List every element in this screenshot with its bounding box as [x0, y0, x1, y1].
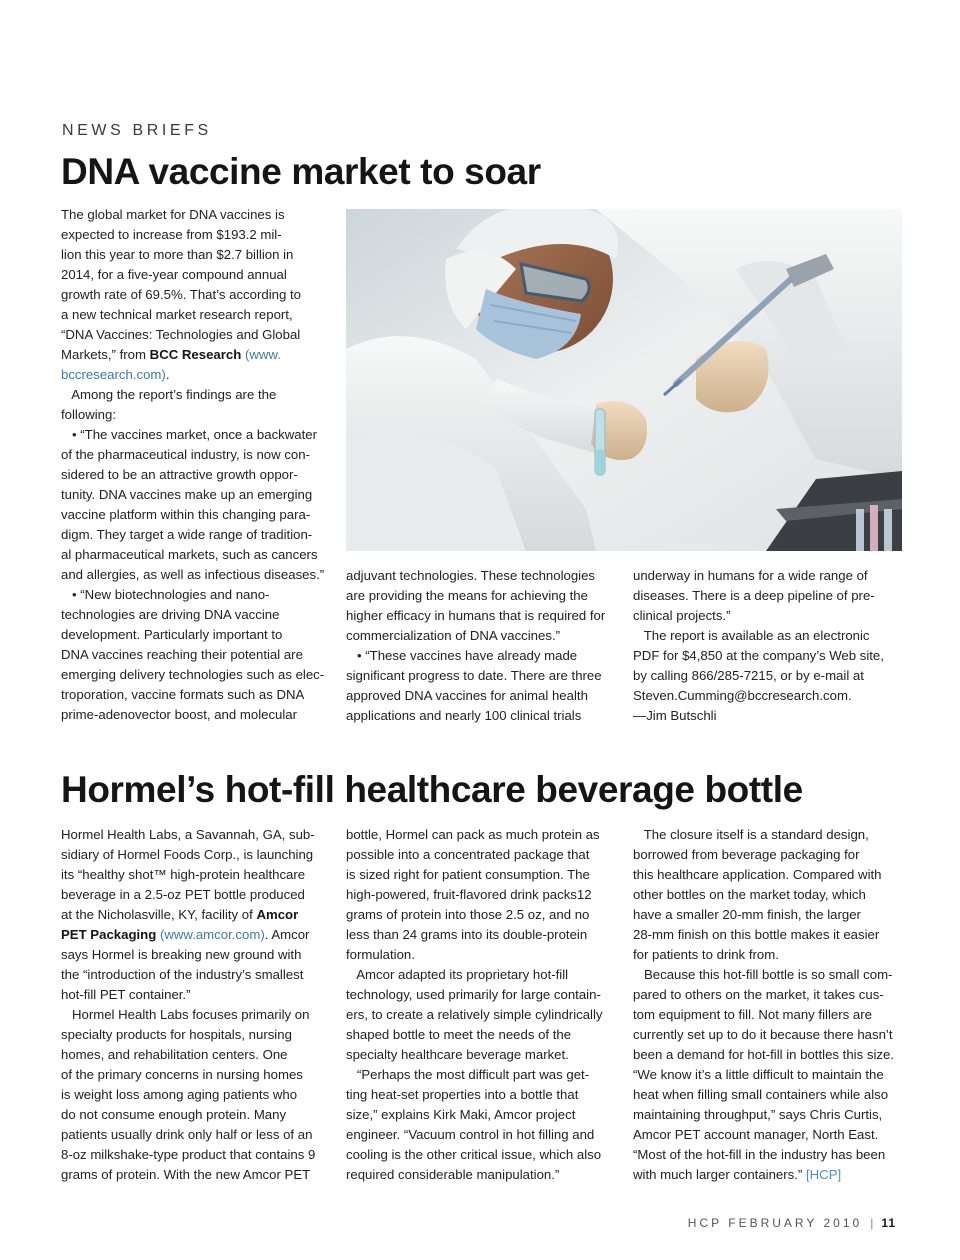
- text-line: high-powered, fruit-flavored drink packs12: [346, 887, 592, 902]
- text-line: are providing the means for achieving the: [346, 588, 588, 603]
- text-line: lion this year to more than $2.7 billion in: [61, 247, 294, 262]
- text-line: emerging delivery technologies such as elec-: [61, 667, 325, 682]
- text-line: currently set up to do it because there hasn’t: [633, 1027, 893, 1042]
- article-2-headline: Hormel’s hot-fill healthcare beverage bottle: [61, 769, 803, 810]
- text-line: al pharmaceutical markets, such as cancers: [61, 547, 318, 562]
- company-name: BCC Research: [149, 347, 242, 362]
- text-line: applications and nearly 100 clinical trials: [346, 708, 582, 723]
- text-line: clinical projects.”: [633, 608, 731, 623]
- lab-researcher-photo: [346, 209, 902, 551]
- text-line: possible into a concentrated package that: [346, 847, 590, 862]
- text-line: this healthcare application. Compared with: [633, 867, 882, 882]
- text-line: growth rate of 69.5%. That’s according to: [61, 287, 301, 302]
- text-line: Among the report’s findings are the: [61, 387, 277, 402]
- text-line: significant progress to date. There are three: [346, 668, 602, 683]
- text-line: of the pharmaceutical industry, is now con-: [61, 447, 310, 462]
- text-line: specialty products for hospitals, nursing: [61, 1027, 292, 1042]
- text-line: development. Particularly important to: [61, 627, 283, 642]
- text-line: homes, and rehabilitation centers. One: [61, 1047, 288, 1062]
- text-line: hot-fill PET container.”: [61, 987, 191, 1002]
- text-run: Markets,” from: [61, 347, 146, 362]
- section-label: NEWS BRIEFS: [62, 122, 212, 139]
- text-line: less than 24 grams into its double-protein: [346, 927, 588, 942]
- text-line: borrowed from beverage packaging for: [633, 847, 860, 862]
- text-line: grams of protein into those 2.5 oz, and no: [346, 907, 590, 922]
- text-line: is sized right for patient consumption. The: [346, 867, 590, 882]
- text-line: have a smaller 20-mm finish, the larger: [633, 907, 861, 922]
- text-line: The global market for DNA vaccines is: [61, 207, 285, 222]
- text-line: size,” explains Kirk Maki, Amcor project: [346, 1107, 576, 1122]
- text-line: digm. They target a wide range of tradition-: [61, 527, 313, 542]
- article-2-column-3: [633, 825, 908, 1185]
- hcp-end-mark: [HCP]: [805, 1167, 842, 1182]
- text-line: Amcor adapted its proprietary hot-fill: [346, 967, 569, 982]
- email-link[interactable]: Steven.Cumming@bccresearch.com.: [633, 688, 852, 703]
- text-line: the “introduction of the industry’s smallest: [61, 967, 304, 982]
- website-link[interactable]: (www.: [244, 347, 281, 362]
- footer-separator: |: [870, 1216, 874, 1230]
- text-line: is weight loss among aging patients who: [61, 1087, 298, 1102]
- text-line: shaped bottle to meet the needs of the: [346, 1027, 572, 1042]
- text-line: prime-adenovector boost, and molecular: [61, 707, 298, 722]
- website-link[interactable]: bccresearch.com): [61, 367, 166, 382]
- text-line: 28-mm finish on this bottle makes it easier: [633, 927, 880, 942]
- text-line: cooling is the other critical issue, which also: [346, 1147, 602, 1162]
- text-line: ers, to create a relatively simple cylindrically: [346, 1007, 603, 1022]
- text-line: [61, 365, 331, 385]
- text-line: [61, 925, 331, 945]
- text-line: Because this hot-fill bottle is so small com-: [633, 967, 893, 982]
- text-line: adjuvant technologies. These technologies: [346, 568, 596, 583]
- text-line: beverage in a 2.5-oz PET bottle produced: [61, 887, 305, 902]
- text-line: [61, 905, 331, 925]
- text-line: “Most of the hot-fill in the industry has been: [633, 1147, 886, 1162]
- issue-label: HCP FEBRUARY 2010: [687, 1216, 863, 1230]
- text-line: a new technical market research report,: [61, 307, 293, 322]
- text-line: its “healthy shot™ high-protein healthcare: [61, 867, 306, 882]
- article-1-headline: DNA vaccine market to soar: [61, 151, 541, 192]
- text-line: technology, used primarily for large contain-: [346, 987, 601, 1002]
- text-run: .: [165, 367, 170, 382]
- text-line: says Hormel is breaking new ground with: [61, 947, 302, 962]
- text-line: • “New biotechnologies and nano-: [61, 587, 270, 602]
- text-run: at the Nicholasville, KY, facility of: [61, 907, 253, 922]
- text-line: • “The vaccines market, once a backwater: [61, 427, 318, 442]
- text-line: “Perhaps the most difficult part was get-: [346, 1067, 590, 1082]
- text-line: other bottles on the market today, which: [633, 887, 866, 902]
- text-line: sidiary of Hormel Foods Corp., is launching: [61, 847, 314, 862]
- text-line: engineer. “Vacuum control in hot filling and: [346, 1127, 595, 1142]
- text-line: higher efficacy in humans that is required for: [346, 608, 606, 623]
- author-byline: —Jim Butschli: [633, 708, 717, 723]
- page-number: 11: [881, 1216, 896, 1230]
- text-line: pared to others on the market, it takes cus-: [633, 987, 884, 1002]
- article-2-column-2: [346, 825, 616, 1185]
- text-line: of the primary concerns in nursing homes: [61, 1067, 303, 1082]
- text-line: [633, 1165, 908, 1185]
- text-line: commercialization of DNA vaccines.”: [346, 628, 560, 643]
- page-footer: [688, 1216, 896, 1230]
- text-line: 2014, for a five-year compound annual: [61, 267, 287, 282]
- photo-illustration: [346, 209, 902, 551]
- text-line: diseases. There is a deep pipeline of pre-: [633, 588, 875, 603]
- text-line: and allergies, as well as infectious diseases.”: [61, 567, 325, 582]
- text-line: [61, 345, 331, 365]
- text-line: DNA vaccines reaching their potential are: [61, 647, 303, 662]
- text-line: required considerable manipulation.”: [346, 1167, 560, 1182]
- company-name: Amcor: [256, 907, 299, 922]
- text-line: “DNA Vaccines: Technologies and Global: [61, 327, 301, 342]
- text-line: sidered to be an attractive growth oppor-: [61, 467, 298, 482]
- website-link[interactable]: (www.amcor.com): [159, 927, 265, 942]
- text-line: tom equipment to fill. Not many fillers are: [633, 1007, 872, 1022]
- text-line: “We know it’s a little difficult to maintain the: [633, 1067, 884, 1082]
- article-1-column-3: [633, 566, 903, 726]
- text-line: technologies are driving DNA vaccine: [61, 607, 280, 622]
- text-line: been a demand for hot-fill in bottles this size.: [633, 1047, 894, 1062]
- text-line: heat when filling small containers while also: [633, 1087, 889, 1102]
- text-line: specialty healthcare beverage market.: [346, 1047, 569, 1062]
- text-line: patients usually drink only half or less of an: [61, 1127, 313, 1142]
- text-line: grams of protein. With the new Amcor PET: [61, 1167, 311, 1182]
- text-line: tunity. DNA vaccines make up an emerging: [61, 487, 313, 502]
- text-line: Hormel Health Labs, a Savannah, GA, sub-: [61, 827, 315, 842]
- text-line: 8-oz milkshake-type product that contains 9: [61, 1147, 316, 1162]
- text-line: do not consume enough protein. Many: [61, 1107, 287, 1122]
- text-line: • “These vaccines have already made: [346, 648, 578, 663]
- article-1-column-2: [346, 566, 616, 726]
- article-2-column-1: [61, 825, 331, 1185]
- text-run: with much larger containers.”: [633, 1167, 803, 1182]
- text-line: Amcor PET account manager, North East.: [633, 1127, 879, 1142]
- text-line: following:: [61, 407, 116, 422]
- text-line: troporation, vaccine formats such as DNA: [61, 687, 305, 702]
- text-line: maintaining throughput,” says Chris Curtis,: [633, 1107, 883, 1122]
- text-line: formulation.: [346, 947, 415, 962]
- text-line: The report is available as an electronic: [633, 628, 870, 643]
- text-line: approved DNA vaccines for animal health: [346, 688, 588, 703]
- company-name: PET Packaging: [61, 927, 157, 942]
- text-run: . Amcor: [264, 927, 310, 942]
- text-line: underway in humans for a wide range of: [633, 568, 868, 583]
- text-line: by calling 866/285-7215, or by e-mail at: [633, 668, 864, 683]
- text-line: ting heat-set properties into a bottle that: [346, 1087, 579, 1102]
- text-line: Hormel Health Labs focuses primarily on: [61, 1007, 310, 1022]
- text-line: bottle, Hormel can pack as much protein as: [346, 827, 600, 842]
- text-line: for patients to drink from.: [633, 947, 779, 962]
- text-line: PDF for $4,850 at the company’s Web site,: [633, 648, 884, 663]
- text-line: vaccine platform within this changing para-: [61, 507, 311, 522]
- article-1-column-1: [61, 205, 331, 725]
- text-line: expected to increase from $193.2 mil-: [61, 227, 282, 242]
- text-line: The closure itself is a standard design,: [633, 827, 869, 842]
